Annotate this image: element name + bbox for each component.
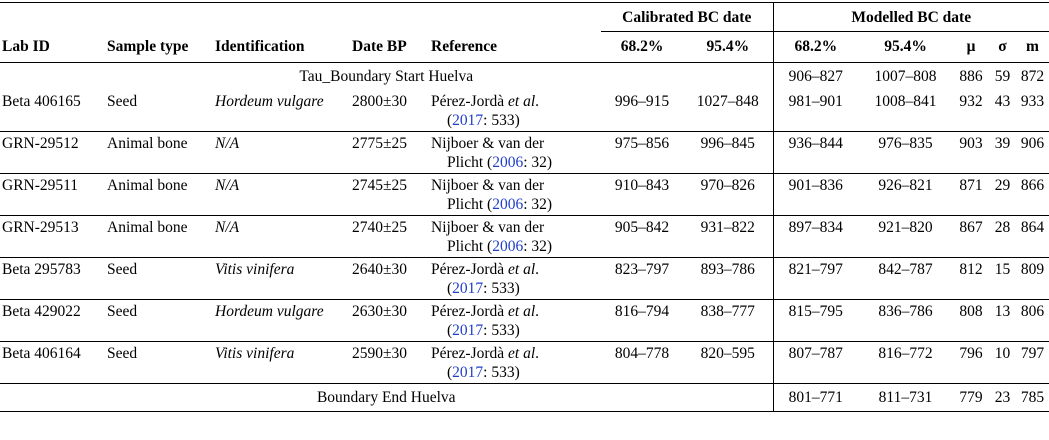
boundary-start-mod-95: 1007–808 xyxy=(874,67,937,85)
lab-id-cell: Beta 429022 xyxy=(0,300,107,342)
date-bp-cell: 2630±30 xyxy=(352,300,431,342)
reference-author: Nijboer & van der xyxy=(431,135,545,152)
header-m: m xyxy=(1026,38,1039,55)
sample-type-cell: Seed xyxy=(107,93,138,110)
boundary-end-row xyxy=(0,384,1049,412)
date-bp-cell: 2745±25 xyxy=(352,174,431,216)
reference-line-2 xyxy=(431,322,601,342)
date-bp-cell: 2590±30 xyxy=(352,342,431,384)
header-mod-68: 68.2% xyxy=(794,38,838,55)
lab-id-cell: GRN-29512 xyxy=(0,132,107,174)
cal-95-cell: 838–777 xyxy=(683,300,773,342)
identification-cell: N/A xyxy=(215,174,352,216)
reference-line-2 xyxy=(431,154,601,174)
cal-68-cell: 816–794 xyxy=(601,300,683,342)
cal-68-cell: 975–856 xyxy=(601,132,683,174)
identification-cell: N/A xyxy=(215,132,352,174)
sigma-cell: 15 xyxy=(989,258,1016,300)
reference-line-2 xyxy=(431,196,601,216)
reference-etal: et al xyxy=(508,93,536,110)
reference-etal: et al xyxy=(508,261,536,278)
sigma-cell: 29 xyxy=(989,174,1016,216)
table-row xyxy=(0,258,1049,281)
sample-type-cell: Animal bone xyxy=(107,216,215,258)
sigma-cell: 43 xyxy=(994,93,1011,110)
boundary-start-mod-68: 906–827 xyxy=(788,67,843,85)
mod-95-cell: 976–835 xyxy=(858,132,953,174)
reference-prefix: Plicht ( xyxy=(447,238,493,255)
lab-id-cell: Beta 406164 xyxy=(0,342,107,384)
reference-dot: . xyxy=(535,93,540,110)
group-header-row xyxy=(0,3,1049,32)
identification-cell: Hordeum vulgare xyxy=(215,93,324,110)
lab-id-cell: GRN-29513 xyxy=(0,216,107,258)
lab-id-cell: Beta 295783 xyxy=(0,258,107,300)
mod-68-cell: 897–834 xyxy=(773,216,858,258)
boundary-start-sigma: 59 xyxy=(994,67,1011,85)
reference-prefix: ( xyxy=(447,280,453,297)
boundary-end-mod-95: 811–731 xyxy=(858,384,953,412)
mod-68-cell: 981–901 xyxy=(788,93,843,110)
cal-68-cell: 804–778 xyxy=(601,342,683,384)
mod-95-cell: 1008–841 xyxy=(874,93,937,110)
reference-line-2 xyxy=(431,364,601,384)
lab-id-cell: GRN-29511 xyxy=(0,174,107,216)
header-lab-id: Lab ID xyxy=(2,37,50,55)
boundary-start-mu: 886 xyxy=(959,67,983,85)
reference-line-1 xyxy=(431,132,601,155)
m-cell: 809 xyxy=(1016,258,1049,300)
date-bp-cell: 2775±25 xyxy=(352,132,431,174)
mu-cell: 867 xyxy=(953,216,989,258)
reference-line-2 xyxy=(431,112,601,132)
reference-line-1 xyxy=(431,342,601,365)
header-mod-95: 95.4% xyxy=(884,38,927,55)
header-reference: Reference xyxy=(431,37,497,55)
cal-95-cell: 931–822 xyxy=(683,216,773,258)
table-row xyxy=(0,216,1049,239)
reference-line-1 xyxy=(431,300,601,323)
radiocarbon-dates-table xyxy=(0,2,1049,412)
calibrated-group-header: Calibrated BC date xyxy=(601,3,773,32)
mod-95-cell: 816–772 xyxy=(858,342,953,384)
reference-line-1 xyxy=(431,258,601,281)
boundary-end-mod-68: 801–771 xyxy=(773,384,858,412)
header-sigma: σ xyxy=(998,38,1007,55)
m-cell: 864 xyxy=(1016,216,1049,258)
reference-year-link[interactable]: 2017 xyxy=(452,322,484,339)
table-row xyxy=(0,174,1049,197)
mod-95-cell: 921–820 xyxy=(858,216,953,258)
reference-pages: : 32) xyxy=(523,238,553,255)
reference-year-link[interactable]: 2017 xyxy=(452,280,484,297)
boundary-end-label: Boundary End Huelva xyxy=(0,384,773,412)
boundary-start-m: 872 xyxy=(1020,67,1045,85)
reference-year-link[interactable]: 2006 xyxy=(492,238,524,255)
cal-95-cell: 893–786 xyxy=(683,258,773,300)
boundary-start-row xyxy=(0,63,1049,90)
mu-cell: 796 xyxy=(953,342,989,384)
cal-68-cell: 823–797 xyxy=(601,258,683,300)
sample-type-cell: Seed xyxy=(107,258,215,300)
reference-author: Nijboer & van der xyxy=(431,219,545,236)
reference-author: Pérez-Jordà xyxy=(431,261,509,278)
cal-95-cell: 996–845 xyxy=(683,132,773,174)
header-cal-68: 68.2% xyxy=(620,38,664,55)
m-cell: 866 xyxy=(1016,174,1049,216)
sigma-cell: 39 xyxy=(989,132,1016,174)
reference-author: Pérez-Jordà xyxy=(431,345,509,362)
header-date-bp: Date BP xyxy=(352,37,407,55)
reference-line-2 xyxy=(431,238,601,258)
reference-author: Nijboer & van der xyxy=(431,177,545,194)
reference-etal: et al xyxy=(508,303,536,320)
sigma-cell: 10 xyxy=(989,342,1016,384)
boundary-end-mu: 779 xyxy=(953,384,989,412)
reference-year-link[interactable]: 2017 xyxy=(452,364,484,381)
reference-prefix: ( xyxy=(447,322,453,339)
boundary-end-m: 785 xyxy=(1016,384,1049,412)
mu-cell: 871 xyxy=(953,174,989,216)
reference-pages: : 32) xyxy=(523,154,553,171)
modelled-group-header: Modelled BC date xyxy=(773,3,1049,32)
header-identification: Identification xyxy=(215,37,305,55)
reference-author: Pérez-Jordà xyxy=(431,93,509,110)
sample-type-cell: Animal bone xyxy=(107,174,215,216)
reference-line-1 xyxy=(431,174,601,197)
mu-cell: 932 xyxy=(959,93,983,110)
mod-95-cell: 926–821 xyxy=(858,174,953,216)
mod-68-cell: 936–844 xyxy=(773,132,858,174)
table-row xyxy=(0,300,1049,323)
reference-pages: : 32) xyxy=(523,196,553,213)
reference-year-link[interactable]: 2006 xyxy=(492,196,524,213)
reference-prefix: Plicht ( xyxy=(447,196,493,213)
identification-cell: N/A xyxy=(215,216,352,258)
mod-68-cell: 807–787 xyxy=(773,342,858,384)
reference-prefix: Plicht ( xyxy=(447,154,493,171)
cal-95-cell: 820–595 xyxy=(683,342,773,384)
reference-line-1 xyxy=(431,216,601,239)
reference-dot: . xyxy=(535,303,540,320)
lab-id-cell: Beta 406165 xyxy=(2,93,81,110)
m-cell: 797 xyxy=(1016,342,1049,384)
sigma-cell: 13 xyxy=(989,300,1016,342)
sample-type-cell: Animal bone xyxy=(107,132,215,174)
date-bp-cell: 2640±30 xyxy=(352,258,431,300)
header-cal-95: 95.4% xyxy=(683,32,773,63)
m-cell: 906 xyxy=(1016,132,1049,174)
cal-68-cell: 910–843 xyxy=(601,174,683,216)
mod-95-cell: 836–786 xyxy=(858,300,953,342)
mu-cell: 903 xyxy=(953,132,989,174)
header-sample-type: Sample type xyxy=(107,37,189,55)
reference-line-2 xyxy=(431,280,601,300)
reference-pages: : 533) xyxy=(483,112,520,129)
reference-prefix: ( xyxy=(447,112,453,129)
sample-type-cell: Seed xyxy=(107,300,215,342)
header-mu: μ xyxy=(966,38,976,55)
reference-line-1 xyxy=(431,90,601,112)
reference-author: Pérez-Jordà xyxy=(431,303,509,320)
reference-pages: : 533) xyxy=(483,322,520,339)
column-header-row xyxy=(0,32,1049,63)
reference-pages: : 533) xyxy=(483,364,520,381)
mod-95-cell: 842–787 xyxy=(858,258,953,300)
cal-95-cell: 1027–848 xyxy=(683,90,773,132)
table-row xyxy=(0,342,1049,365)
cal-68-cell: 905–842 xyxy=(601,216,683,258)
m-cell: 806 xyxy=(1016,300,1049,342)
mod-68-cell: 901–836 xyxy=(773,174,858,216)
identification-cell: Hordeum vulgare xyxy=(215,300,352,342)
table-row xyxy=(0,132,1049,155)
sigma-cell: 28 xyxy=(989,216,1016,258)
m-cell: 933 xyxy=(1020,93,1045,110)
cal-95-cell: 970–826 xyxy=(683,174,773,216)
reference-dot: . xyxy=(535,261,540,278)
identification-cell: Vitis vinifera xyxy=(215,342,352,384)
identification-cell: Vitis vinifera xyxy=(215,258,352,300)
date-bp-cell: 2800±30 xyxy=(352,93,408,110)
boundary-start-label: Tau_Boundary Start Huelva xyxy=(0,63,773,90)
table-row xyxy=(0,90,1049,112)
boundary-end-sigma: 23 xyxy=(989,384,1016,412)
reference-etal: et al xyxy=(508,345,536,362)
cal-68-cell: 996–915 xyxy=(614,93,670,110)
mod-68-cell: 821–797 xyxy=(773,258,858,300)
date-bp-cell: 2740±25 xyxy=(352,216,431,258)
mu-cell: 808 xyxy=(953,300,989,342)
reference-prefix: ( xyxy=(447,364,453,381)
mu-cell: 812 xyxy=(953,258,989,300)
reference-year-link[interactable]: 2006 xyxy=(492,154,524,171)
mod-68-cell: 815–795 xyxy=(773,300,858,342)
reference-dot: . xyxy=(535,345,540,362)
sample-type-cell: Seed xyxy=(107,342,215,384)
reference-pages: : 533) xyxy=(483,280,520,297)
reference-year-link[interactable]: 2017 xyxy=(452,112,484,129)
